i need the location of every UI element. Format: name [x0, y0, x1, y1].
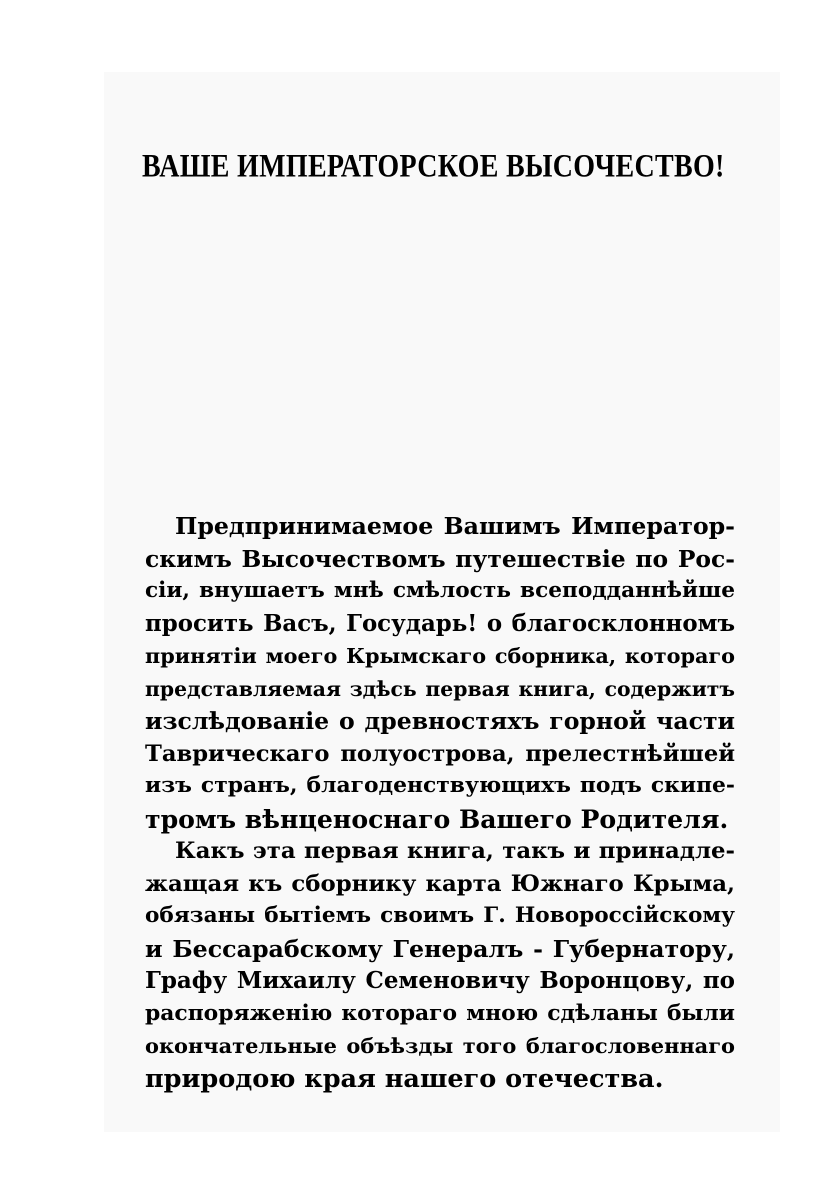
text-line: и Бессарабскому Генералъ - Губернатору,	[145, 934, 735, 963]
text-line: просить Васъ, Государь! о благосклонномъ	[145, 610, 735, 637]
text-line: скимъ Высочествомъ путешествіе по Рос-	[145, 544, 735, 573]
paragraph-2	[145, 835, 735, 1095]
text-line: Предпринимаемое Вашимъ Император-	[175, 512, 735, 540]
text-line: сіи, внушаетъ мнѣ смѣлость всеподданнѣйше	[145, 578, 735, 603]
text-line: распоряженію котораго мною сдѣланы были	[145, 1000, 735, 1026]
text-line: Графу Михаилу Семеновичу Воронцову, по	[145, 967, 735, 994]
dedication-heading: ВАШЕ ИМПЕРАТОРСКОЕ ВЫСОЧЕСТВО!	[142, 148, 725, 185]
paragraph-1	[145, 510, 735, 835]
text-line: представляемая здѣсь первая книга, содержитъ	[145, 676, 735, 701]
text-line: изслѣдованіе о древностяхъ горной части	[145, 707, 735, 735]
text-line: обязаны бытіемъ своимъ Г. Новороссійскому	[145, 903, 735, 928]
text-line: Какъ эта первая книга, такъ и принадле-	[175, 838, 735, 864]
text-line: окончательные объѣзды того благословеннаго	[145, 1033, 735, 1058]
text-line: тромъ вѣнценоснаго Вашего Родителя.	[145, 803, 729, 834]
text-line: принятіи моего Крымскаго сборника, котораго	[145, 643, 735, 668]
text-line: жащая къ сборнику карта Южнаго Крыма,	[145, 870, 735, 897]
dedication-body	[145, 510, 735, 1095]
text-line: Таврическаго полуострова, прелестнѣйшей	[145, 740, 735, 767]
text-line: природою края нашего отечества.	[145, 1063, 664, 1094]
text-line: изъ странъ, благоденствующихъ подъ скипе-	[145, 773, 735, 798]
